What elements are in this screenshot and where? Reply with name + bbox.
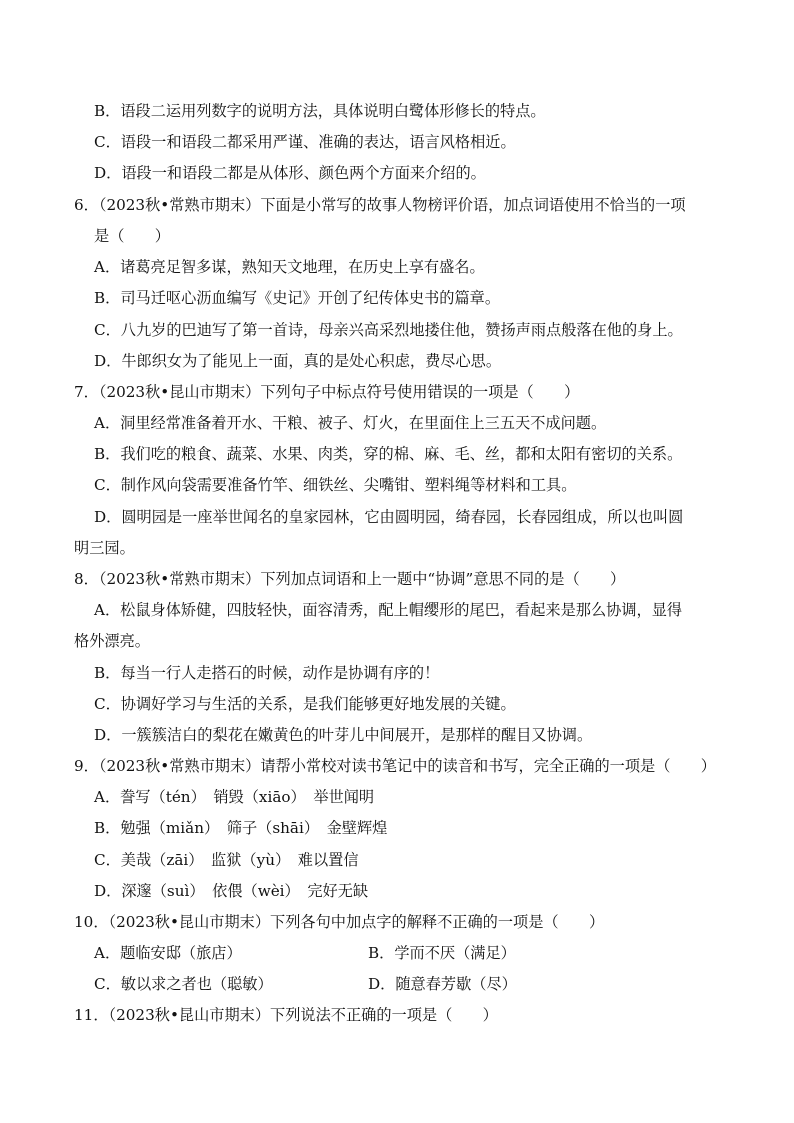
question-7: 7．（2023秋•昆山市期末）下列句子中标点符号使用错误的一项是（ ）: [74, 383, 580, 401]
option-6d: D．牛郎织女为了能见上一面，真的是处心积虑，费尽心思。: [94, 352, 502, 370]
option-8d: D．一簇簇洁白的梨花在嫩黄色的叶芽儿中间展开，是那样的醒目又协调。: [94, 726, 593, 744]
option-8b: B．每当一行人走搭石的时候，动作是协调有序的！: [94, 664, 440, 682]
option-9d: D．深邃（suì） 依偎（wèi） 完好无缺: [94, 882, 369, 900]
option-10d: D．随意春芳歇（尽）: [368, 975, 517, 993]
option-6b: B．司马迁呕心沥血编写《史记》开创了纪传体史书的篇章。: [94, 289, 501, 307]
option-9a: A．誊写（tén） 销毁（xiāo） 举世闻明: [94, 788, 375, 806]
option-9c: C．美哉（zāi） 监狱（yù） 难以置信: [94, 851, 359, 869]
option-7d-cont: 明三园。: [74, 539, 135, 557]
option-5c: C．语段一和语段二都采用严谨、准确的表达，语言风格相近。: [94, 133, 516, 151]
question-10: 10．（2023秋•昆山市期末）下列各句中加点字的解释不正确的一项是（ ）: [74, 913, 605, 931]
option-8a: A．松鼠身体矫健，四肢轻快，面容清秀，配上帽缨形的尾巴，看起来是那么协调，显得: [94, 601, 683, 619]
option-6c: C．八九岁的巴迪写了第一首诗，母亲兴高采烈地搂住他，赞扬声雨点般落在他的身上。: [94, 321, 683, 339]
option-10b: B．学而不厌（满足）: [368, 944, 516, 962]
question-8: 8．（2023秋•常熟市期末）下列加点词语和上一题中“协调”意思不同的是（ ）: [74, 570, 626, 588]
option-row-10cd: [0, 974, 794, 994]
option-5d: D．语段一和语段二都是从体形、颜色两个方面来介绍的。: [94, 164, 486, 182]
option-8a-cont: 格外漂亮。: [74, 632, 150, 650]
option-10c: C．敏以求之者也（聪敏）: [94, 975, 273, 993]
option-7a: A．洞里经常准备着开水、干粮、被子、灯火，在里面住上三五天不成问题。: [94, 414, 607, 432]
option-8c: C．协调好学习与生活的关系，是我们能够更好地发展的关键。: [94, 695, 516, 713]
question-6-cont: 是（ ）: [94, 227, 170, 245]
option-9b: B．勉强（miǎn） 筛子（shāi） 金壁辉煌: [94, 819, 388, 837]
question-11: 11．（2023秋•昆山市期末）下列说法不正确的一项是（ ）: [74, 1006, 498, 1024]
option-row-10ab: [0, 943, 794, 963]
option-5b: B．语段二运用列数字的说明方法，具体说明白鹭体形修长的特点。: [94, 102, 546, 120]
option-7d: D．圆明园是一座举世闻名的皇家园林，它由圆明园，绮春园，长春园组成，所以也叫圆: [94, 508, 684, 526]
option-6a: A．诸葛亮足智多谋，熟知天文地理，在历史上享有盛名。: [94, 258, 485, 276]
option-10a: A．题临安邸（旅店）: [94, 944, 242, 962]
question-6: 6．（2023秋•常熟市期末）下面是小常写的故事人物榜评价语，加点词语使用不恰当的一项: [74, 196, 686, 214]
question-9: 9．（2023秋•常熟市期末）请帮小常校对读书笔记中的读音和书写，完全正确的一项是（ ）: [74, 757, 716, 775]
option-7b: B．我们吃的粮食、蔬菜、水果、肉类，穿的棉、麻、毛、丝，都和太阳有密切的关系。: [94, 445, 683, 463]
option-7c: C．制作风向袋需要准备竹竿、细铁丝、尖嘴钳、塑料绳等材料和工具。: [94, 476, 577, 494]
